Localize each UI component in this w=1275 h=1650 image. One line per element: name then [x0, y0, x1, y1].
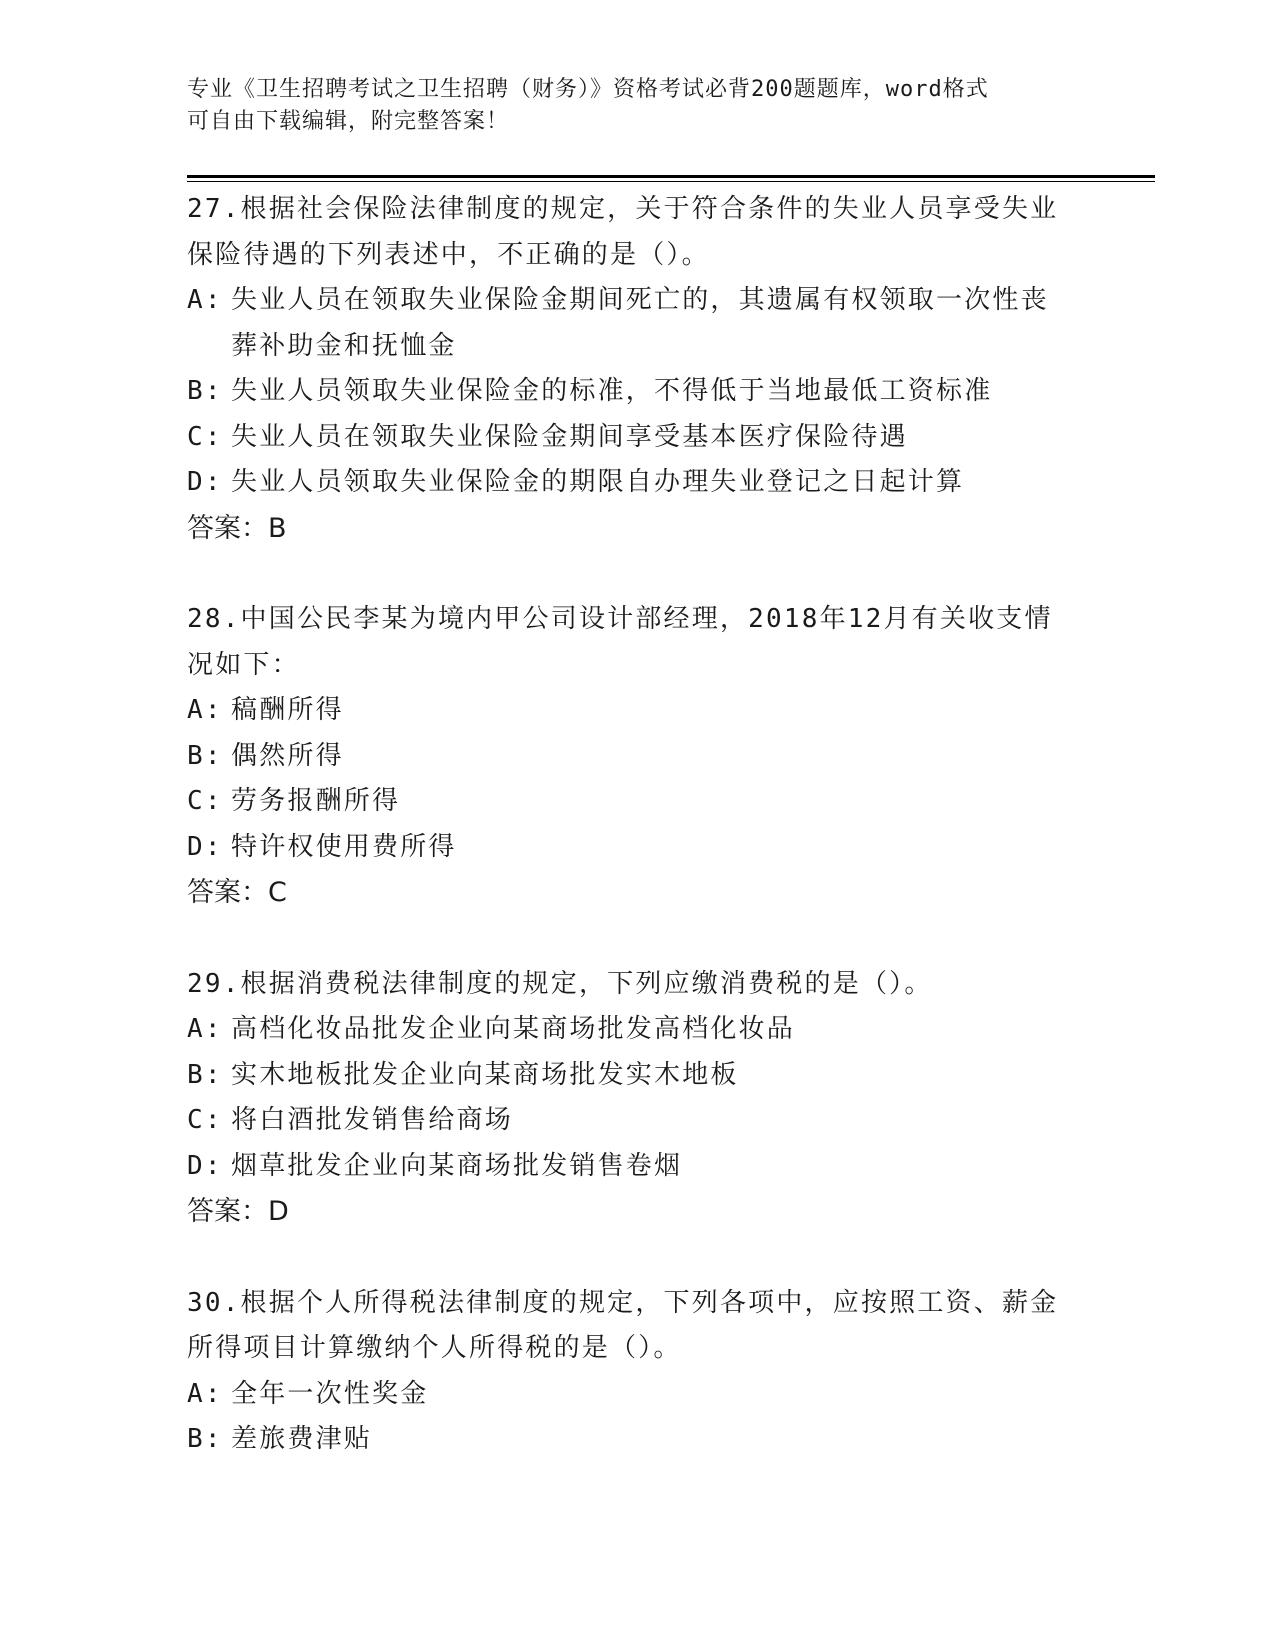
- answer-option: [187, 1417, 1087, 1463]
- option-key: A:: [187, 1014, 223, 1044]
- question-block: [187, 1281, 1087, 1463]
- answer-option: [187, 278, 1087, 324]
- question-block: [187, 597, 1087, 916]
- header-divider-thin: [187, 181, 1155, 182]
- option-text: 差旅费津贴: [231, 1424, 373, 1454]
- answer-key: 答案：B: [187, 512, 287, 544]
- option-key: B:: [187, 740, 223, 771]
- option-text: 烟草批发企业向某商场批发销售卷烟: [231, 1150, 683, 1181]
- option-text: 稿酬所得: [231, 695, 344, 725]
- question-text: 27.根据社会保险法律制度的规定，关于符合条件的失业人员享受失业: [187, 194, 1059, 224]
- header-line-1: 专业《卫生招聘考试之卫生招聘（财务）》资格考试必背200题题库，word格式: [187, 77, 989, 102]
- answer-option: [187, 1053, 1087, 1099]
- question-text: 所得项目计算缴纳个人所得税的是（）。: [187, 1333, 682, 1363]
- option-key: D:: [187, 831, 223, 862]
- question-block: [187, 962, 1087, 1235]
- header-divider-thick: [187, 175, 1155, 178]
- option-key: B:: [187, 376, 223, 406]
- option-key: B:: [187, 1059, 223, 1090]
- option-text: 失业人员在领取失业保险金期间享受基本医疗保险待遇: [231, 421, 908, 452]
- option-key: D:: [187, 1150, 223, 1181]
- option-key: [187, 324, 231, 370]
- answer-option: [187, 1098, 1087, 1144]
- document-header: [187, 74, 1067, 138]
- option-key: A:: [187, 695, 223, 725]
- answer-key: 答案：D: [187, 1196, 289, 1227]
- answer-option: [187, 415, 1087, 461]
- option-key: C:: [187, 1105, 223, 1135]
- answer-option: [187, 1372, 1087, 1418]
- question-block: [187, 187, 1087, 551]
- question-text: 29.根据消费税法律制度的规定，下列应缴消费税的是（）。: [187, 968, 933, 999]
- option-key: A:: [187, 285, 223, 315]
- answer-option: [187, 369, 1087, 415]
- question-text: 30.根据个人所得税法律制度的规定，下列各项中，应按照工资、薪金: [187, 1287, 1059, 1318]
- option-text: 实木地板批发企业向某商场批发实木地板: [231, 1059, 739, 1090]
- option-key: C:: [187, 786, 223, 816]
- header-line-2: 可自由下载编辑，附完整答案！: [187, 109, 510, 134]
- question-text: 况如下：: [187, 649, 300, 680]
- option-key: C:: [187, 421, 223, 452]
- option-text: 高档化妆品批发企业向某商场批发高档化妆品: [231, 1014, 796, 1044]
- answer-option: [187, 460, 1087, 506]
- answer-option: [187, 688, 1087, 734]
- option-text: 偶然所得: [231, 740, 344, 771]
- question-text: 保险待遇的下列表述中，不正确的是（）。: [187, 239, 710, 270]
- answer-option: [187, 1144, 1087, 1190]
- option-text: 失业人员领取失业保险金的标准，不得低于当地最低工资标准: [231, 376, 993, 406]
- option-text: 劳务报酬所得: [231, 786, 401, 816]
- option-key: A:: [187, 1378, 223, 1409]
- option-text: 失业人员在领取失业保险金期间死亡的，其遗属有权领取一次性丧: [231, 285, 1049, 315]
- option-text: 将白酒批发销售给商场: [231, 1105, 514, 1135]
- option-key: B:: [187, 1424, 223, 1454]
- option-text: 特许权使用费所得: [231, 831, 457, 862]
- option-text: 失业人员领取失业保险金的期限自办理失业登记之日起计算: [231, 467, 965, 497]
- answer-option: [187, 825, 1087, 871]
- option-text: 葬补助金和抚恤金: [231, 330, 457, 361]
- option-key: D:: [187, 467, 223, 497]
- question-list: [187, 187, 1087, 1509]
- answer-key: 答案：C: [187, 877, 287, 908]
- answer-option: [187, 324, 1087, 370]
- question-text: 28.中国公民李某为境内甲公司设计部经理，2018年12月有关收支情: [187, 604, 1053, 634]
- answer-option: [187, 779, 1087, 825]
- answer-option: [187, 734, 1087, 780]
- answer-option: [187, 1007, 1087, 1053]
- option-text: 全年一次性奖金: [231, 1378, 429, 1409]
